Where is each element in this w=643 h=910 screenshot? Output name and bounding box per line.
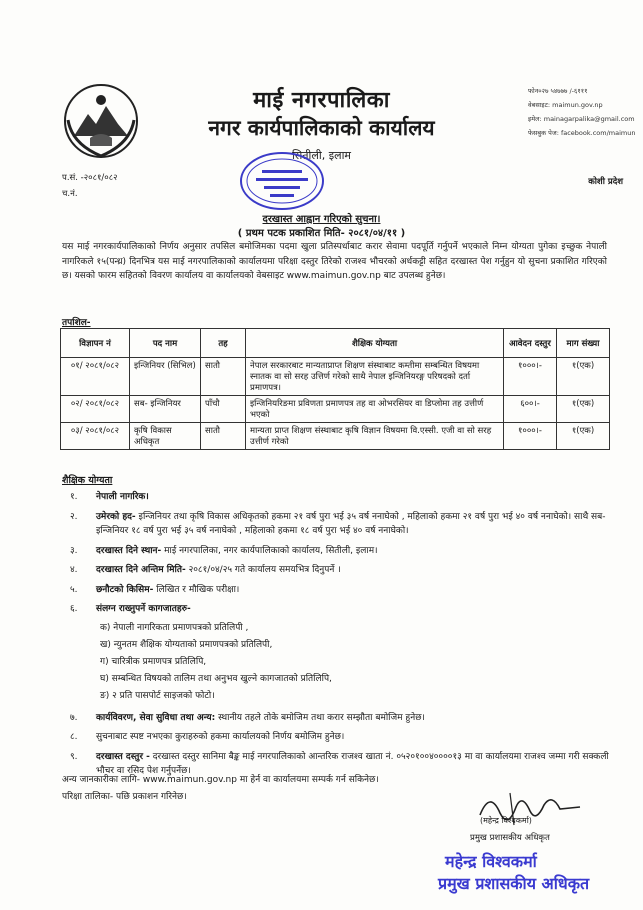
notice-intro: यस माई नगरकार्यपालिकाको निर्णय अनुसार तपसिल बमोजिमका पदमा खुला प्रतिस्पर्धाबाट करार सेवामा पदपूर्ति गर्नुपर्ने भएकाले निम्न योग्यता पुगेका इच्छुक नेपाली नागरिकले १५(पन्ध्र) दिनभित्र यस माई नगरपालिकाको कार्यालयमा परिक्षा दस्तुर तिरेको राजश्व भौचरको अर्धकट्टी सहित दरखास्त पेश गर्नुहुन यो सुचना प्रकाशित गरिएको छ। यसको फारम सहितको विवरण कार्यालय वा कार्यालयको वेबसाइट www.maimun.gov.np बाट उपलब्ध हुनेछ। — [62, 242, 607, 281]
handwritten-signature — [470, 785, 590, 835]
documents-list — [70, 620, 610, 705]
column-header: पद नाम — [130, 329, 201, 358]
table-row — [61, 423, 610, 450]
document-item: ख) न्युनतम शैक्षिक योग्यताको प्रमाणपत्रको प्रतिलिपी, — [100, 639, 273, 650]
item-number: ७. — [70, 712, 78, 723]
ad-number-cell: ०३/ २०८१/०८२ — [61, 423, 130, 450]
reference-number: प.सं. -२०८१/०८२ — [62, 173, 118, 183]
post-name-cell: इन्जिनियर (सिभिल) — [130, 358, 201, 396]
level-cell: पाँचौ — [201, 396, 246, 423]
qualification-cell: नेपाल सरकारबाट मान्यताप्राप्त शिक्षण संस्थाबाट कम्तीमा सम्बन्धित विषयमा स्नातक वा सो सरह उत्तिर्ण गरेको साथै नेपाल इन्जिनियरङ्ग परिषदको दर्ता प्रमाणपत्र। — [246, 358, 504, 396]
item-heading: छनौटको किसिम- — [96, 584, 154, 595]
item-text: माई नगरपालिका, नगर कार्यपालिकाको कार्यालय, सितीली, इलाम। — [161, 545, 378, 556]
fee-cell: १०००।- — [504, 358, 557, 396]
requirements-list — [70, 490, 610, 784]
item-heading: दरखास्त दस्तुर - — [96, 751, 150, 762]
official-stamp — [238, 150, 326, 212]
item-heading: उमेरको हद- — [96, 511, 136, 522]
column-header: माग संख्या — [557, 329, 610, 358]
qualifications-heading: शैक्षिक योग्यता — [62, 475, 113, 486]
item-number: १. — [70, 492, 78, 502]
item-heading: दरखास्त दिने स्थान- — [96, 545, 162, 556]
contact-email: इमेल: mainagarpalika@gmail.com — [528, 115, 635, 123]
post-name-cell: कृषि विकास अधिकृत — [130, 423, 201, 450]
table-row — [61, 396, 610, 423]
item-text: दरखास्त दस्तुर सानिमा बैङ्क माई नगरपालिकाको आन्तरिक राजश्व खाता नं. ०५२०१००४००००१३ मा वा कार्यालयमा राजश्व जम्मा गरी सक्कली भौचर वा रसिद पेश गर्नुपर्नेछ। — [96, 751, 609, 776]
column-header: तह — [201, 329, 246, 358]
ad-number-cell: ०२/ २०८१/०८२ — [61, 396, 130, 423]
level-cell: सातौ — [201, 358, 246, 396]
item-heading: नेपाली नागरिक। — [96, 492, 149, 502]
list-item — [70, 583, 610, 598]
office-location: सितीली, इलाम — [292, 149, 351, 162]
item-heading: कार्यविवरण, सेवा सुविधा तथा अन्य: — [96, 712, 216, 723]
dispatch-number: च.नं. — [62, 189, 78, 199]
list-item — [70, 711, 610, 726]
document-item: ग) चारित्रीक प्रमाणपत्र प्रतिलिपि, — [100, 656, 207, 667]
column-header: आवेदन दस्तुर — [504, 329, 557, 358]
signatory-name: (महेन्द्र विश्वकर्मा) — [480, 816, 532, 825]
list-item — [70, 510, 610, 539]
item-number: ५. — [70, 584, 78, 595]
table-header-row — [61, 329, 610, 358]
details-label: तपशिल- — [62, 318, 91, 328]
item-text: लिखित र मौखिक परीक्षा। — [153, 584, 240, 595]
province-label: कोशी प्रदेश — [588, 177, 623, 187]
exam-schedule-text: परिक्षा तालिका- पछि प्रकाशन गरिनेछ। — [62, 792, 187, 802]
document-item: घ) सम्बन्धित विषयको तालिम तथा अनुभव खुल्ने कागजातको प्रतिलिपि, — [100, 673, 332, 684]
item-number: ३. — [70, 545, 78, 556]
item-text: स्थानीय तहले तोके बमोजिम तथा करार सम्झौता बमोजिम हुनेछ। — [215, 712, 425, 723]
list-item — [70, 602, 610, 617]
vacancy-table — [60, 328, 610, 450]
level-cell: सातौ — [201, 423, 246, 450]
qualification-cell: इन्जिनियरिङमा प्रविणता प्रमाणपत्र तह वा ओभरसियर वा डिप्लोमा तह उत्तीर्ण भएको — [246, 396, 504, 423]
item-text: २०८१/०४/२५ गते कार्यालय समयभित्र दिनुपर्ने । — [185, 565, 341, 575]
signature-stamp-name: महेन्द्र विश्वकर्मा — [445, 852, 537, 871]
list-item — [70, 563, 610, 578]
qualification-cell: मान्यता प्राप्त शिक्षण संस्थाबाट कृषि विज्ञान विषयमा वि.एस्सी. एजी वा सो सरह उत्तीर्ण गरेको — [246, 423, 504, 450]
contact-website: वेबसाइट: maimun.gov.np — [528, 101, 603, 109]
document-item: क) नेपाली नागरिकता प्रमाणपत्रको प्रतिलिपी , — [100, 622, 249, 633]
item-heading: दरखास्त दिने अन्तिम मिति- — [96, 565, 186, 575]
list-item — [70, 544, 610, 559]
item-number: ६. — [70, 604, 78, 614]
list-item — [70, 730, 610, 745]
table-row — [61, 358, 610, 396]
item-text: सुचनाबाट स्पष्ट नभएका कुराहरुको हकमा कार्यालयको निर्णय बमोजिम हुनेछ। — [96, 732, 345, 742]
count-cell: १(एक) — [557, 358, 610, 396]
column-header: विज्ञापन नं — [61, 329, 130, 358]
item-number: ४. — [70, 565, 78, 575]
fee-cell: १०००।- — [504, 423, 557, 450]
more-info-text: अन्य जानकारीका लागि- www.maimun.gov.np मा हेर्न वा कार्यालयमा सम्पर्क गर्न सकिनेछ। — [62, 775, 379, 785]
office-subtitle: नगर कार्यपालिकाको कार्यालय — [208, 116, 435, 140]
item-text: इन्जिनियर तथा कृषि विकास अधिकृतको हकमा २१ वर्ष पुरा भई ३५ वर्ष ननाघेको , महिलाको हकमा २१ वर्ष पुरा भई ४० वर्ष ननाघेको। साथै सब-इन्जिनियर १८ वर्ष पुरा भई ३५ वर्ष ननाघेको , महिलाको हकमा १८ वर्ष पुरा भई ४० वर्ष ननाघेको। — [96, 511, 606, 536]
notice-title: दरखास्त आह्वान गरिएको सुचना। — [262, 214, 381, 225]
ad-number-cell: ०१/ २०८१/०८२ — [61, 358, 130, 396]
item-number: ९. — [70, 751, 78, 762]
count-cell: १(एक) — [557, 423, 610, 450]
fee-cell: ६००।- — [504, 396, 557, 423]
item-number: ८. — [70, 732, 78, 742]
document-item: ङ) २ प्रति पासपोर्ट साइजको फोटो। — [100, 690, 215, 701]
item-number: २. — [70, 511, 78, 522]
contact-facebook: फेसबुक पेज: facebook.com/maimun — [528, 129, 636, 137]
signature-stamp-designation: प्रमुख प्रशासकीय अधिकृत — [438, 874, 590, 893]
item-heading: संलग्न राख्नुपर्ने कागजातहरु- — [96, 604, 191, 614]
list-item — [70, 490, 610, 505]
office-title: माई नगरपालिका — [253, 88, 390, 113]
column-header: शैक्षिक योग्यता — [246, 329, 504, 358]
contact-phone: फोन०२७ ५४७७७ /-६१११ — [528, 87, 588, 95]
publication-date: ( प्रथम पटक प्रकाशित मिति- २०८१/०४/११ ) — [237, 228, 406, 239]
count-cell: १(एक) — [557, 396, 610, 423]
post-name-cell: सब- इन्जिनियर — [130, 396, 201, 423]
signatory-designation: प्रमुख प्रशासकीय अधिकृत — [470, 833, 550, 843]
